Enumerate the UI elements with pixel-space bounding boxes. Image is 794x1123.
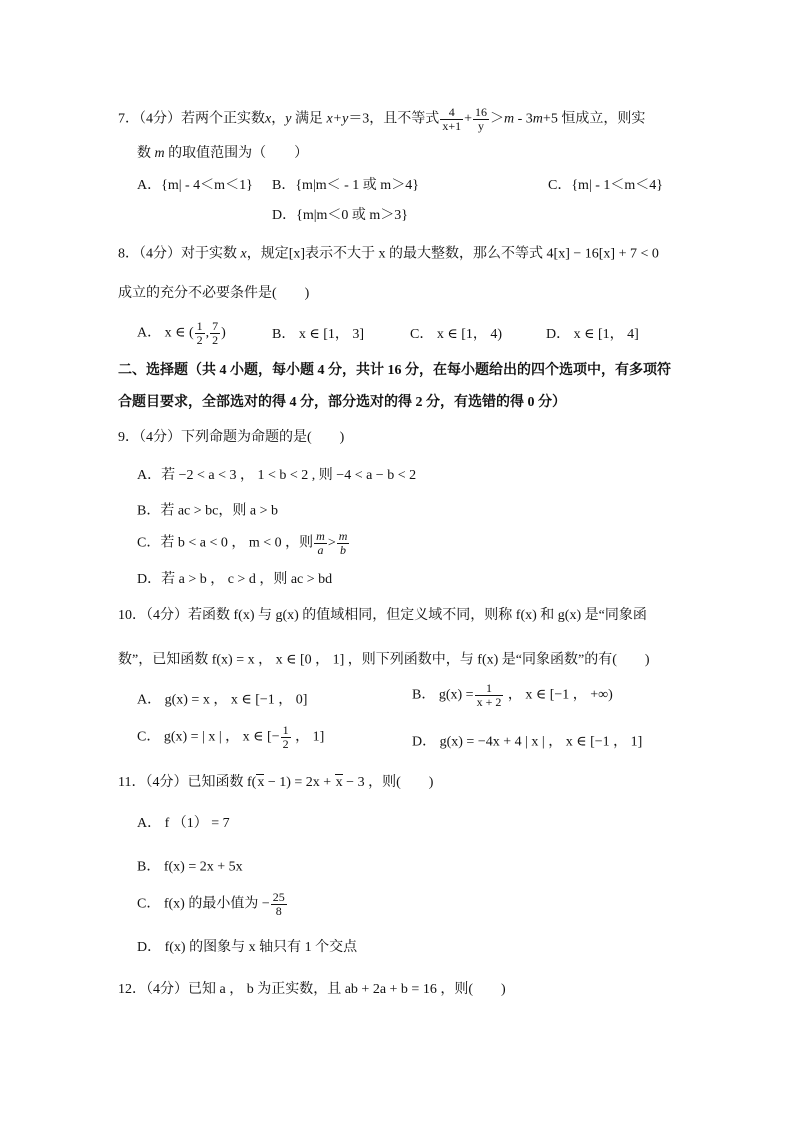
q11-sqrt-x-2: x: [335, 775, 343, 790]
q10-l1-text: 10．（4分）若函数 f(x) 与 g(x) 的值域相同，但定义域不同，则称 f(x) 和 g(x) 是“同象函: [118, 608, 647, 623]
q7-rhs-m: m: [504, 111, 515, 127]
q8-option-c[interactable]: [410, 328, 502, 342]
q8-a-pre: A． x ∈ (: [137, 325, 194, 341]
q9-c-frac1-den: a: [317, 542, 324, 557]
q9-c-pre: C．若 b < a < 0 ， m < 0 ，则: [137, 535, 314, 551]
section2-header-line1: [118, 364, 671, 378]
q8-option-b-text: B． x ∈ [1， 3]: [272, 327, 365, 342]
q10-option-c[interactable]: [137, 724, 324, 750]
q8-prefix: 8．（4分）对于实数: [118, 246, 237, 262]
q7-var-y: y: [285, 111, 292, 127]
q8-option-d-text: D． x ∈ [1， 4]: [546, 327, 639, 342]
q8-option-c-text: C． x ∈ [1， 4): [410, 327, 503, 342]
q8-a-frac2-num: 7: [212, 319, 219, 333]
q7-var-x: x: [265, 111, 272, 127]
q7-text-ineq: ＝3，且不等式: [348, 111, 440, 127]
section2-l1-text: 二、选择题（共 4 小题，每小题 4 分，共计 16 分，在每小题给出的四个选项中，有多项符: [118, 363, 671, 378]
q11-option-c[interactable]: [137, 891, 288, 917]
q11-c-frac-den: 8: [275, 903, 282, 918]
q11-end: − 3 ，则( ): [342, 775, 434, 790]
q9-b-end: ，则 a > b: [218, 503, 278, 519]
q7-l2-a: 数: [137, 146, 151, 161]
q9-c-gt: >: [327, 535, 336, 551]
q9-option-a[interactable]: [137, 469, 416, 483]
q7-l2-b: 的取值范围为（ ）: [168, 146, 309, 161]
q7-gt: ＞: [490, 111, 504, 127]
q7-option-c-text: C．{m| - 1＜m＜4}: [548, 178, 664, 193]
q7-option-a[interactable]: [137, 179, 253, 193]
q7-rhs-m2: m: [532, 111, 543, 127]
q11-stem: [118, 776, 433, 790]
q7-frac1-den: x+1: [442, 118, 462, 133]
section2-header-line2: [118, 396, 566, 410]
q10-stem-line2: [118, 651, 650, 668]
q8-a-frac2-den: 2: [212, 332, 219, 347]
q8-a-frac1: [195, 320, 205, 346]
q7-option-c[interactable]: [548, 179, 663, 193]
q11-sqrt-x-1: x: [257, 775, 265, 790]
q7-option-d[interactable]: [272, 209, 408, 223]
q7-frac1-num: 4: [440, 106, 463, 120]
q8-l2-text: 成立的充分不必要条件是( ): [118, 286, 310, 301]
q10-stem-line1: [118, 609, 647, 623]
q11-option-a-text: A． f （1） = 7: [137, 816, 230, 831]
q10-d-post: + 4 | x | ， x ∈ [−1 ， 1]: [499, 734, 643, 750]
q8-a-sep: ,: [205, 325, 210, 341]
q8-text: ，规定[x]表示不大于 x 的最大整数，那么不等式 4[x]: [246, 246, 570, 262]
q11-c-frac-num: 25: [272, 890, 285, 904]
q9-c-frac1-num: m: [316, 529, 325, 543]
q8-option-d[interactable]: [546, 328, 639, 342]
q8-stem-line1: [118, 245, 659, 262]
q8-a-frac1-num: 1: [196, 319, 203, 333]
q10-a-pre: A． g(x) = x: [137, 692, 210, 708]
q11-mid: − 1) = 2x +: [264, 775, 335, 790]
q10-c-post: ， 1]: [291, 729, 325, 745]
q7-option-d-text: D．{m|m＜0 或 m＞3}: [272, 208, 409, 223]
q7-text-satisfy: 满足: [291, 111, 327, 127]
q10-b-frac-num: 1: [475, 682, 504, 696]
q11-pre: 11．（4分）已知函数 f(: [118, 775, 257, 790]
q8-stem-line2: [118, 287, 309, 301]
q9-c-frac2: [337, 530, 350, 556]
q9-stem: [118, 431, 344, 445]
q9-stem-text: 9．（4分）下列命题为命题的是( ): [118, 430, 345, 445]
q7-frac2-num: 16: [475, 105, 487, 119]
q9-option-d[interactable]: [137, 573, 332, 587]
q11-c-pre: C． f(x) 的最小值为 −: [137, 896, 270, 912]
q8-var-x: x: [237, 246, 247, 262]
q7-rhs-end: +5 恒成立，则实: [542, 111, 646, 127]
q11-option-d[interactable]: [137, 941, 357, 955]
q7-frac2-den: y: [478, 118, 484, 133]
q8-a-post: ): [221, 325, 226, 341]
q7-prefix: 7．（4分）若两个正实数: [118, 111, 265, 127]
q7-option-b-text: B．{m|m＜ - 1 或 m＞4}: [272, 178, 419, 193]
section2-l2-text: 合题目要求，全部选对的得 4 分，部分选对的得 2 分，有选错的得 0 分）: [118, 395, 566, 410]
q10-d-pre: D． g(x) = −4x: [412, 734, 500, 750]
q11-c-frac: [271, 891, 287, 917]
q7-condition: x+y: [326, 111, 349, 127]
q12-stem-text: 12．（4分）已知 a ， b 为正实数，且 ab + 2a + b = 16 ，则( ): [118, 982, 506, 997]
q9-option-d-text: D．若 a > b ， c > d ，则 ac > bd: [137, 572, 333, 587]
q11-option-d-text: D． f(x) 的图象与 x 轴只有 1 个交点: [137, 940, 358, 955]
q10-option-a[interactable]: [137, 691, 307, 708]
q10-option-b[interactable]: [412, 682, 613, 708]
q10-option-d[interactable]: [412, 733, 642, 750]
q7-plus: +: [464, 111, 472, 127]
q9-option-b[interactable]: [137, 502, 278, 519]
q10-a-post: ， x ∈ [−1 ， 0]: [209, 692, 308, 708]
q10-l2-a: 数”，已知函数 f(x) = x: [118, 652, 255, 668]
q10-c-frac-den: 2: [282, 736, 289, 751]
q9-option-c[interactable]: [137, 530, 350, 556]
q7-l2-m: m: [151, 146, 169, 161]
q10-b-pre: B． g(x) =: [412, 687, 474, 703]
q9-c-frac2-num: m: [338, 529, 348, 543]
q10-c-pre: C． g(x) = | x | ， x ∈ [−: [137, 729, 280, 745]
q9-c-frac1: [314, 530, 327, 556]
q7-option-b[interactable]: [272, 179, 419, 193]
q10-l2-b: ， x ∈ [0 ， 1] ，则下列函数中，与 f(x) 是“同象函数”的有( ): [254, 652, 650, 668]
q11-b-post: + 5x: [213, 859, 243, 875]
q9-b-mid: > bc: [190, 503, 219, 519]
q8-option-b[interactable]: [272, 328, 364, 342]
q9-c-frac2-den: b: [340, 542, 347, 557]
q10-c-frac-num: 1: [282, 723, 289, 737]
q10-c-frac: [281, 724, 291, 750]
q7-rhs-mid: - 3: [514, 111, 533, 127]
q10-b-frac-den: x + 2: [476, 694, 502, 709]
q7-fraction-1: [440, 106, 463, 132]
q7-fraction-2: [473, 106, 489, 132]
q8-a-frac1-den: 2: [196, 332, 203, 347]
q7-stem-line1: [118, 106, 645, 132]
q11-option-b[interactable]: [137, 858, 243, 875]
q8-option-a[interactable]: [137, 320, 226, 346]
q7-comma: ，: [271, 111, 286, 127]
q12-stem: [118, 983, 506, 997]
q8-ineq-end: − 16[x] + 7 < 0: [569, 246, 659, 262]
q10-b-post: ， x ∈ [−1 ， +∞): [504, 687, 613, 703]
q10-b-frac: [475, 682, 504, 708]
q8-a-frac2: [210, 320, 220, 346]
q9-option-a-text: A．若 −2 < a < 3 ， 1 < b < 2 , 则 −4 < a − b < 2: [137, 468, 417, 483]
q11-b-pre: B． f(x) = 2x: [137, 859, 214, 875]
q9-b-pre: B．若 ac: [137, 503, 191, 519]
q11-option-a[interactable]: [137, 817, 230, 831]
q7-stem-line2: [137, 147, 308, 161]
q7-option-a-text: A．{m| - 4＜m＜1}: [137, 178, 253, 193]
